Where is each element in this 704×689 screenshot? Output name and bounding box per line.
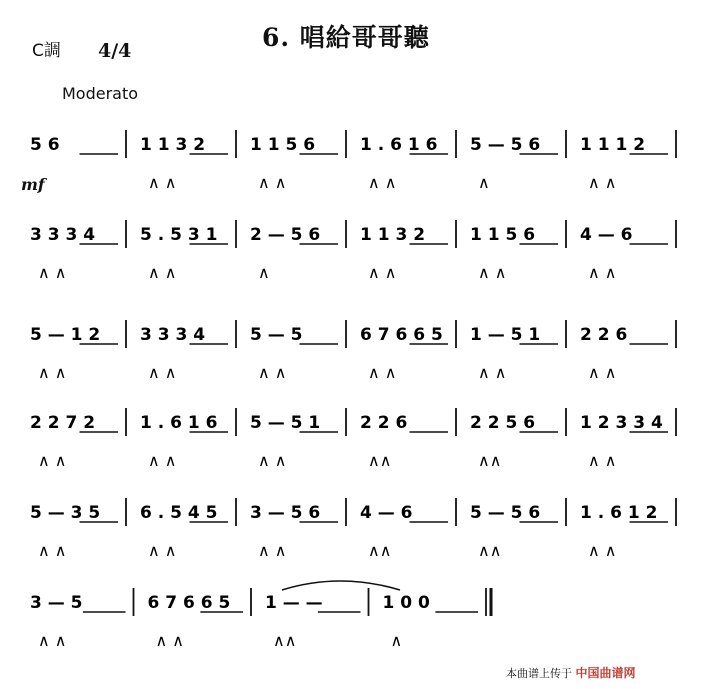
accent-marks: ∧ ∧ [38, 631, 67, 650]
measure-notes: 5 . 5 3 1 [140, 225, 218, 245]
measure-notes: 1 . 6 1 2 [580, 503, 658, 523]
measure-notes: 6 7 6 6 5 [147, 593, 231, 613]
accent-marks: ∧ ∧ [478, 363, 507, 382]
watermark [506, 664, 636, 681]
accent-marks: ∧ ∧ [148, 263, 177, 282]
accent-marks: ∧ ∧ [38, 363, 67, 382]
accent-marks: ∧ ∧ [368, 263, 397, 282]
measure-notes: 2 — 5 6 [250, 225, 321, 245]
measure-notes: 1 . 6 1 6 [360, 135, 438, 155]
accent-marks: ∧ ∧ [258, 451, 287, 470]
accent-marks: ∧ ∧ [38, 263, 67, 282]
measure-notes: 1 1 3 2 [360, 225, 426, 245]
measure-notes: 3 — 5 6 [250, 503, 321, 523]
measure-notes: 5 — 5 6 [470, 135, 541, 155]
accent-marks: ∧∧ [478, 541, 502, 560]
measure-notes: 1 2 3 3 4 [580, 413, 663, 433]
measure-notes: 1 1 3 2 [140, 135, 206, 155]
tempo-marking: Moderato [62, 84, 139, 103]
measure-notes: 2 2 6 [580, 325, 628, 345]
accent-marks: ∧ ∧ [38, 451, 67, 470]
accent-marks: ∧ ∧ [258, 173, 287, 192]
accent-marks: ∧ ∧ [258, 541, 287, 560]
accent-marks: ∧ ∧ [148, 541, 177, 560]
key-signature: C調 [32, 41, 61, 61]
measure-notes: 2 2 5 6 [470, 413, 536, 433]
accent-marks: ∧ ∧ [258, 363, 287, 382]
accent-marks: ∧ ∧ [155, 631, 185, 650]
accent-marks: ∧ ∧ [38, 541, 67, 560]
watermark-text: 本曲谱上传于 [506, 667, 572, 680]
measure-notes: 2 2 7 2 [30, 413, 96, 433]
accent-marks: ∧ ∧ [588, 173, 617, 192]
accent-marks: ∧ ∧ [588, 541, 617, 560]
measure-notes: 5 — 3 5 [30, 503, 101, 523]
measure-notes: 2 2 6 [360, 413, 408, 433]
accent-marks: ∧ [258, 263, 270, 282]
measure-notes: 3 3 3 4 [140, 325, 206, 345]
measure-notes: 1 — — [265, 593, 323, 613]
measure-notes: 5 — 5 1 [250, 413, 321, 433]
measure-notes: 1 1 5 6 [250, 135, 316, 155]
accent-marks: ∧ ∧ [368, 363, 397, 382]
measure-notes: 1 0 0 [382, 593, 430, 613]
accent-marks: ∧ [478, 173, 490, 192]
dynamic-marking: mf [21, 175, 45, 194]
watermark-logo: 中国曲谱网 [575, 666, 636, 680]
measure-notes: 1 . 6 1 6 [140, 413, 218, 433]
accent-marks: ∧ ∧ [588, 263, 617, 282]
measure-notes: 5 6 [30, 135, 60, 155]
accent-marks: ∧ ∧ [588, 451, 617, 470]
accent-marks: ∧∧ [478, 451, 502, 470]
accent-marks: ∧ ∧ [478, 263, 507, 282]
measure-notes: 1 — 5 1 [470, 325, 541, 345]
accent-marks: ∧ ∧ [148, 363, 177, 382]
accent-marks: ∧ ∧ [588, 363, 617, 382]
accent-marks: ∧∧ [368, 541, 392, 560]
measure-notes: 5 — 5 6 [470, 503, 541, 523]
measure-notes: 3 3 3 4 [30, 225, 96, 245]
tie-arc [282, 581, 400, 590]
accent-marks: ∧∧ [368, 451, 392, 470]
measure-notes: 6 7 6 6 5 [360, 325, 443, 345]
accent-marks: ∧∧ [273, 631, 297, 650]
measure-notes: 6 . 5 4 5 [140, 503, 218, 523]
accent-marks: ∧ [390, 631, 403, 650]
measure-notes: 1 1 1 2 [580, 135, 646, 155]
measure-notes: 4 — 6 [580, 225, 633, 245]
measure-notes: 3 — 5 [30, 593, 83, 613]
accent-marks: ∧ ∧ [148, 173, 177, 192]
measure-notes: 5 — 1 2 [30, 325, 101, 345]
measure-notes: 1 1 5 6 [470, 225, 536, 245]
measure-notes: 4 — 6 [360, 503, 413, 523]
time-signature: 4/4 [98, 40, 132, 62]
accent-marks: ∧ ∧ [148, 451, 177, 470]
measure-notes: 5 — 5 [250, 325, 303, 345]
song-title: 6. 唱給哥哥聽 [262, 23, 430, 52]
accent-marks: ∧ ∧ [368, 173, 397, 192]
